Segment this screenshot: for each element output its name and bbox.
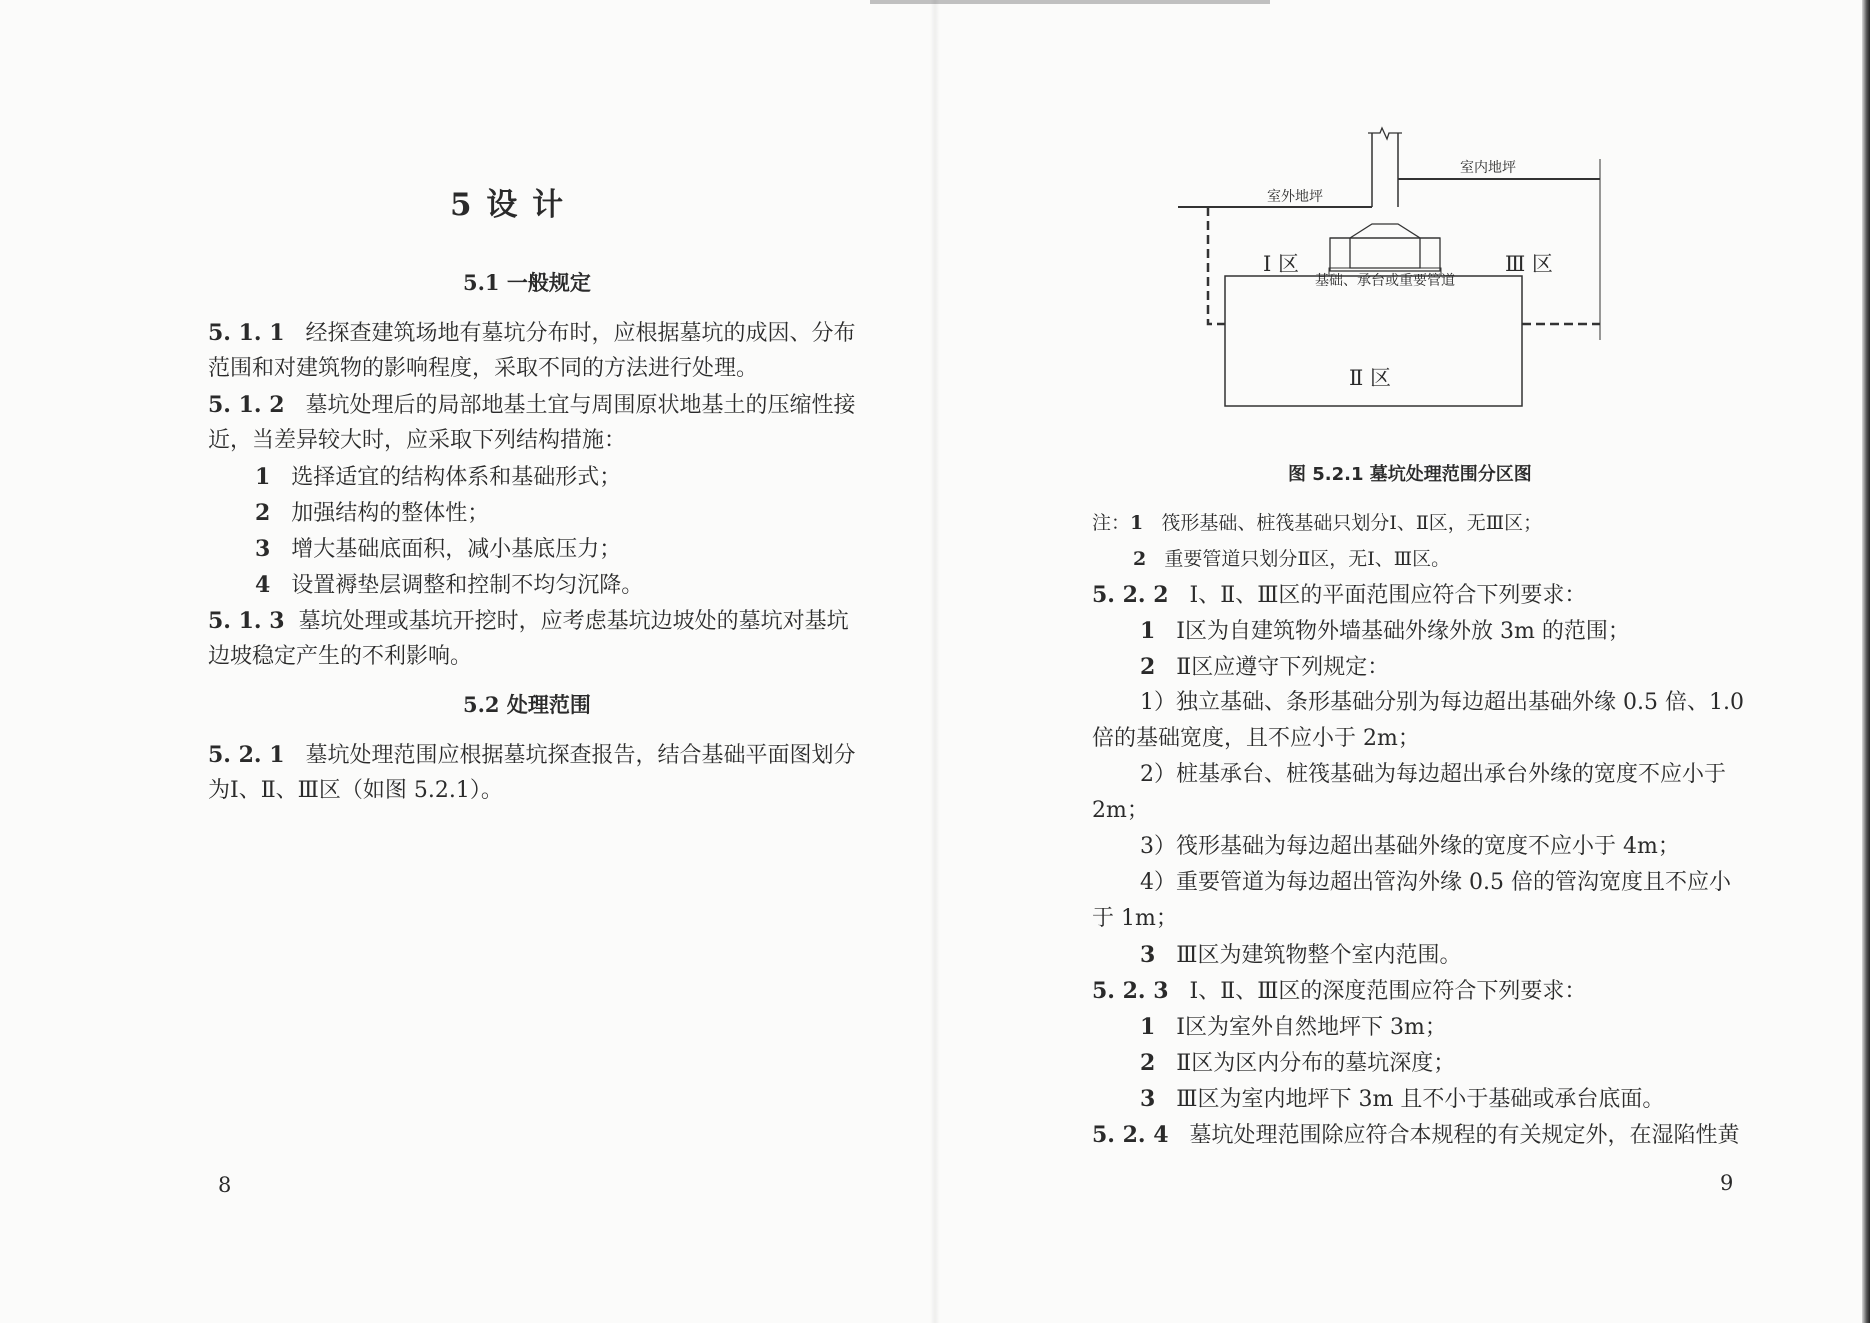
section-title-5-2: 5.2 处理范围 xyxy=(463,692,591,717)
break-mark xyxy=(1368,128,1402,139)
zone-1-boundary xyxy=(1208,207,1225,324)
sub-item-3: 3）筏形基础为每边超出基础外缘的宽度不应小于 4m； xyxy=(1140,834,1680,859)
note-text: 重要管道只划分Ⅱ区，无Ⅰ、Ⅲ区。 xyxy=(1164,548,1451,570)
figure-caption: 图 5.2.1 墓坑处理范围分区图 xyxy=(1288,464,1532,485)
item-number: 1 xyxy=(1140,1014,1156,1040)
item-text: Ⅰ区为室外自然地坪下 3m； xyxy=(1176,1015,1447,1040)
clause-text: 墓坑处理范围除应符合本规程的有关规定外，在湿陷性黄 xyxy=(1189,1123,1740,1148)
clause-5-2-1 xyxy=(208,740,856,771)
sub-item-2: 2）桩基承台、桩筏基础为每边超出承台外缘的宽度不应小于 xyxy=(1140,762,1726,787)
clause-5-1-2-cont: 近，当差异较大时，应采取下列结构措施： xyxy=(208,428,627,453)
zone-3-label: Ⅲ 区 xyxy=(1505,252,1553,276)
clause-number: 5. 2. 3 xyxy=(1092,978,1169,1004)
note-number: 1 xyxy=(1130,512,1144,534)
clause-text: 经探查建筑场地有墓坑分布时，应根据墓坑的成因、分布 xyxy=(305,321,856,346)
clause-number: 5. 1. 2 xyxy=(208,392,285,418)
sub-item-4: 4）重要管道为每边超出管沟外缘 0.5 倍的管沟宽度且不应小 xyxy=(1140,870,1731,895)
item-number: 1 xyxy=(1140,618,1156,644)
clause-5-1-3 xyxy=(208,606,849,637)
item-text: Ⅲ区为建筑物整个室内范围。 xyxy=(1176,943,1462,968)
item-number: 2 xyxy=(1140,654,1156,680)
sub-item-4-cont: 于 1m； xyxy=(1092,906,1178,931)
clause-number: 5. 1. 1 xyxy=(208,320,285,346)
zone-1-label: Ⅰ 区 xyxy=(1263,252,1299,276)
list-item xyxy=(255,570,643,601)
list-item xyxy=(1140,1012,1447,1043)
outdoor-ground-label: 室外地坪 xyxy=(1267,189,1323,205)
list-item xyxy=(1140,652,1389,683)
sub-item-2-cont: 2m； xyxy=(1092,798,1149,823)
list-item xyxy=(255,498,489,529)
item-number: 3 xyxy=(255,536,271,562)
note-1 xyxy=(1092,508,1542,538)
clause-5-1-1-cont: 范围和对建筑物的影响程度，采取不同的方法进行处理。 xyxy=(208,356,759,381)
note-text: 筏形基础、桩筏基础只划分Ⅰ、Ⅱ区，无Ⅲ区； xyxy=(1161,512,1543,534)
clause-number: 5. 1. 3 xyxy=(208,608,285,634)
item-text: 增大基础底面积，减小基底压力； xyxy=(291,537,622,562)
item-number: 3 xyxy=(1140,942,1156,968)
list-item xyxy=(1140,1048,1455,1079)
list-item xyxy=(255,462,621,493)
page-number: 8 xyxy=(218,1173,232,1197)
clause-5-1-2 xyxy=(208,390,856,421)
item-text: Ⅲ区为室内地坪下 3m 且不小于基础或承台底面。 xyxy=(1176,1087,1665,1112)
list-item xyxy=(1140,940,1462,971)
page-edge-shadow xyxy=(1862,0,1870,1323)
section-title-5-1: 5.1 一般规定 xyxy=(463,270,591,295)
item-text: 选择适宜的结构体系和基础形式； xyxy=(291,465,622,490)
item-number: 2 xyxy=(1140,1050,1156,1076)
footing-shape xyxy=(1350,224,1420,268)
foundation-label: 基础、承台或重要管道 xyxy=(1315,273,1455,289)
chapter-title: 5 设 计 xyxy=(450,187,566,223)
right-page xyxy=(935,0,1870,1323)
zoning-diagram xyxy=(1175,125,1615,450)
clause-text: Ⅰ、Ⅱ、Ⅲ区的平面范围应符合下列要求： xyxy=(1189,583,1587,608)
item-text: Ⅱ区为区内分布的墓坑深度； xyxy=(1176,1051,1456,1076)
clause-5-2-4 xyxy=(1092,1120,1740,1151)
list-item xyxy=(255,534,621,565)
clause-number: 5. 2. 4 xyxy=(1092,1122,1169,1148)
item-number: 1 xyxy=(255,464,271,490)
clause-text: Ⅰ、Ⅱ、Ⅲ区的深度范围应符合下列要求： xyxy=(1189,979,1587,1004)
zone-2-label: Ⅱ 区 xyxy=(1349,366,1391,390)
item-number: 2 xyxy=(255,500,271,526)
clause-5-2-1-cont: 为Ⅰ、Ⅱ、Ⅲ区（如图 5.2.1）。 xyxy=(208,778,503,803)
item-number: 4 xyxy=(255,572,271,598)
indoor-ground-label: 室内地坪 xyxy=(1460,160,1516,176)
item-text: 加强结构的整体性； xyxy=(291,501,490,526)
clause-number: 5. 2. 2 xyxy=(1092,582,1169,608)
clause-text: 墓坑处理范围应根据墓坑探查报告，结合基础平面图划分 xyxy=(305,743,856,768)
note-prefix: 注： xyxy=(1092,512,1131,534)
footing-base xyxy=(1330,238,1440,271)
clause-text: 墓坑处理后的局部地基土宜与周围原状地基土的压缩性接 xyxy=(305,393,856,418)
note-number: 2 xyxy=(1133,548,1147,570)
clause-5-2-2 xyxy=(1092,580,1586,611)
clause-5-1-1 xyxy=(208,318,856,349)
list-item xyxy=(1140,1084,1664,1115)
clause-number: 5. 2. 1 xyxy=(208,742,285,768)
clause-text: 墓坑处理或基坑开挖时，应考虑基坑边坡处的墓坑对基坑 xyxy=(298,609,849,634)
item-text: 设置褥垫层调整和控制不均匀沉降。 xyxy=(291,573,644,598)
page-number: 9 xyxy=(1720,1171,1734,1195)
clause-5-1-3-cont: 边坡稳定产生的不利影响。 xyxy=(208,644,473,669)
item-number: 3 xyxy=(1140,1086,1156,1112)
sub-item-1-cont: 倍的基础宽度，且不应小于 2m； xyxy=(1092,726,1420,751)
sub-item-1: 1）独立基础、条形基础分别为每边超出基础外缘 0.5 倍、1.0 xyxy=(1140,690,1744,715)
item-text: Ⅰ区为自建筑物外墙基础外缘外放 3m 的范围； xyxy=(1176,619,1630,644)
item-text: Ⅱ区应遵守下列规定： xyxy=(1176,655,1390,680)
note-2 xyxy=(1133,544,1450,574)
list-item xyxy=(1140,616,1630,647)
clause-5-2-3 xyxy=(1092,976,1586,1007)
